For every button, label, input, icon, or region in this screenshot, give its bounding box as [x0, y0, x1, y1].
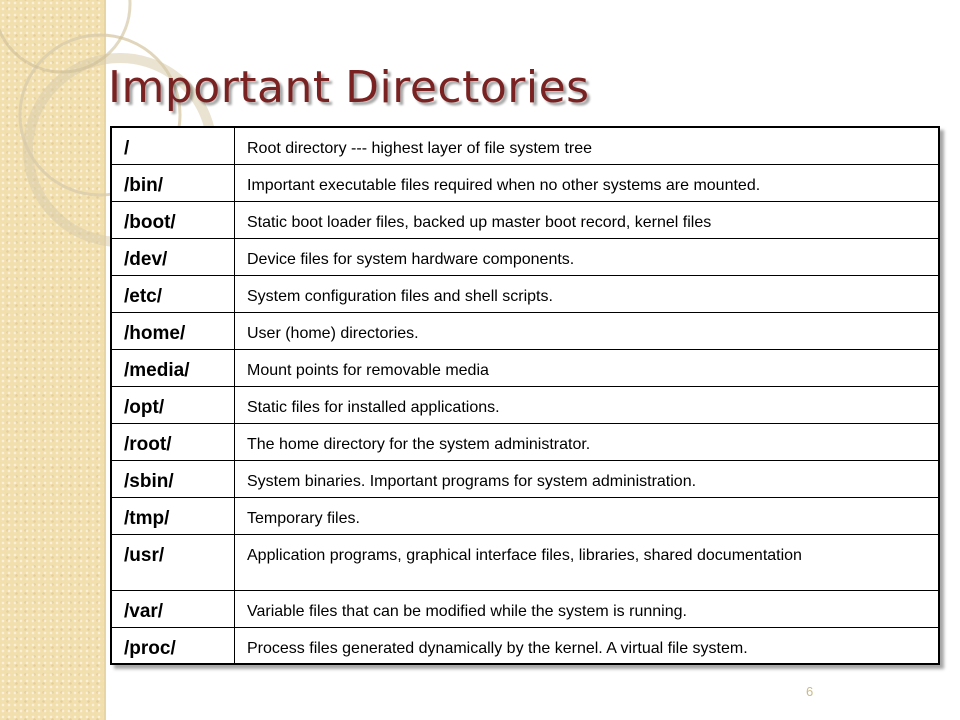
- directory-description: Process files generated dynamically by the kernel. A virtual file system.: [235, 627, 940, 664]
- directory-path: /bin/: [111, 164, 235, 201]
- slide-title: Important Directories: [108, 62, 590, 113]
- directory-description: Mount points for removable media: [235, 349, 940, 386]
- directory-description: System binaries. Important programs for system administration.: [235, 460, 940, 497]
- table-row: [111, 238, 939, 275]
- table-row: [111, 497, 939, 534]
- directory-description: Root directory --- highest layer of file system tree: [235, 127, 940, 164]
- directory-path: /boot/: [111, 201, 235, 238]
- table-row: [111, 275, 939, 312]
- table-row: [111, 386, 939, 423]
- directory-description: Variable files that can be modified while the system is running.: [235, 590, 940, 627]
- directory-description: User (home) directories.: [235, 312, 940, 349]
- directory-description: Temporary files.: [235, 497, 940, 534]
- table-row: [111, 349, 939, 386]
- directory-path: /tmp/: [111, 497, 235, 534]
- directory-description: System configuration files and shell scripts.: [235, 275, 940, 312]
- directory-description: Static boot loader files, backed up master boot record, kernel files: [235, 201, 940, 238]
- directory-description: Application programs, graphical interface files, libraries, shared documentation: [235, 534, 940, 590]
- table-row: [111, 627, 939, 664]
- table-row: [111, 201, 939, 238]
- directory-path: /dev/: [111, 238, 235, 275]
- table-row: [111, 312, 939, 349]
- page-number: 6: [806, 684, 814, 699]
- table-row: [111, 534, 939, 590]
- directory-path: /: [111, 127, 235, 164]
- table-row: [111, 127, 939, 164]
- table-row: [111, 423, 939, 460]
- directory-path: /usr/: [111, 534, 235, 590]
- decorative-side-band: [0, 0, 106, 720]
- directory-path: /proc/: [111, 627, 235, 664]
- directory-description: The home directory for the system administrator.: [235, 423, 940, 460]
- table-row: [111, 164, 939, 201]
- directory-path: /media/: [111, 349, 235, 386]
- directory-path: /etc/: [111, 275, 235, 312]
- directory-path: /home/: [111, 312, 235, 349]
- directory-path: /var/: [111, 590, 235, 627]
- directory-description: Important executable files required when no other systems are mounted.: [235, 164, 940, 201]
- directory-path: /opt/: [111, 386, 235, 423]
- side-band-edge: [104, 0, 106, 720]
- table-row: [111, 460, 939, 497]
- directory-description: Device files for system hardware components.: [235, 238, 940, 275]
- directory-path: /root/: [111, 423, 235, 460]
- directories-table: [110, 126, 940, 665]
- directory-description: Static files for installed applications.: [235, 386, 940, 423]
- table-row: [111, 590, 939, 627]
- directory-path: /sbin/: [111, 460, 235, 497]
